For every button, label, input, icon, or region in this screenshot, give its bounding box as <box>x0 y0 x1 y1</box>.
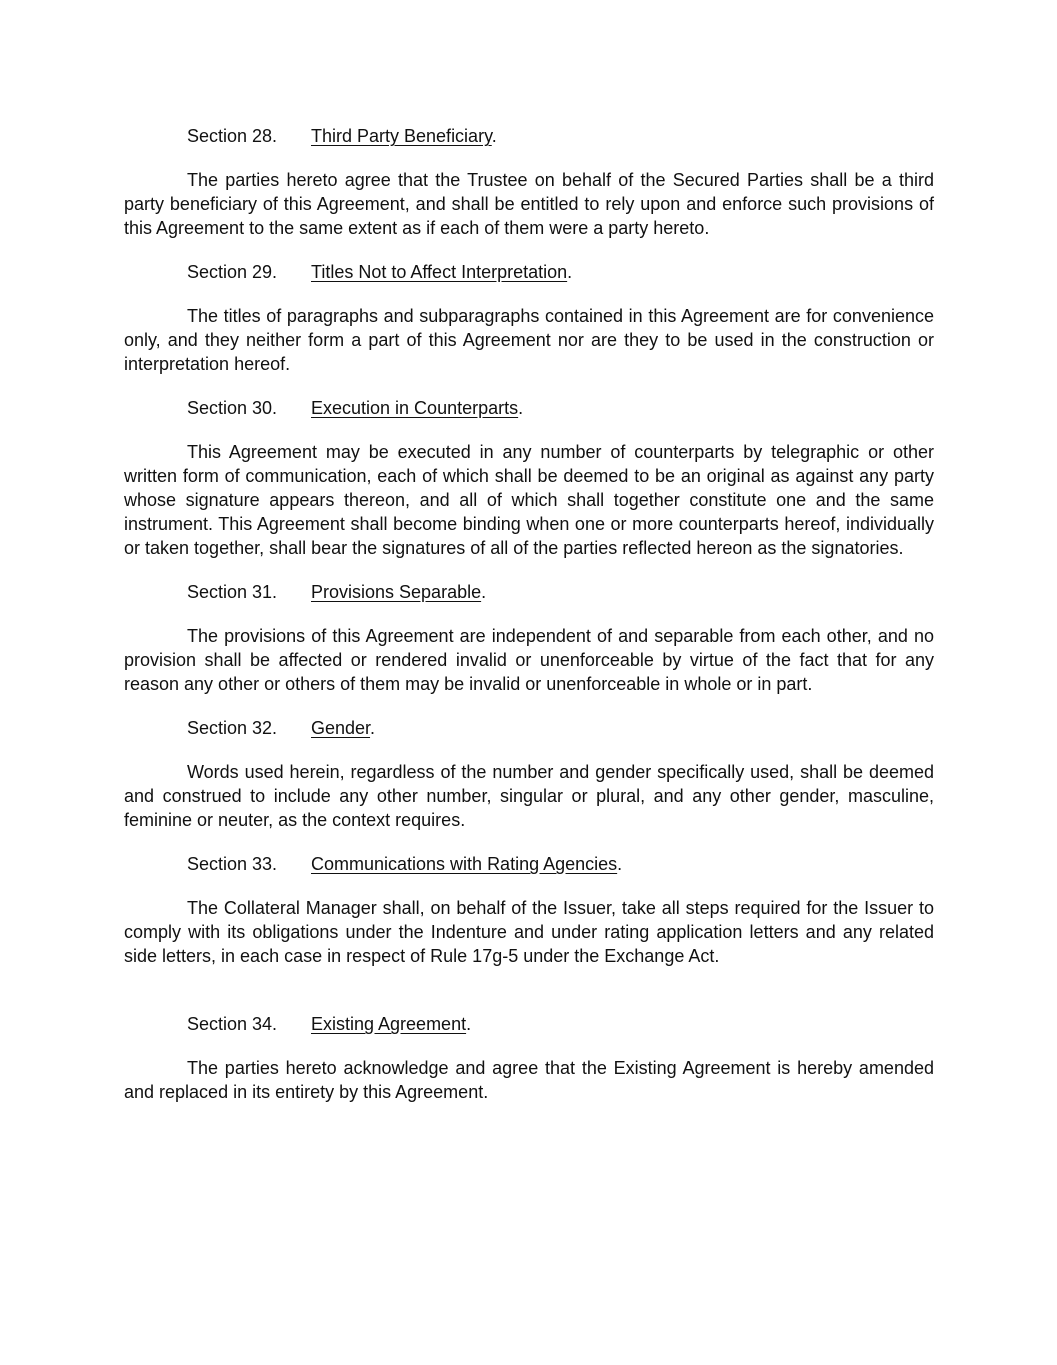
section-number: Section 29. <box>187 262 278 282</box>
section-34-body: The parties hereto acknowledge and agree that the Existing Agreement is hereby amended and replaced in its entirety by this Agreement. <box>124 1058 934 1102</box>
section-number: Section 32. <box>187 718 278 738</box>
section-number: Section 33. <box>187 854 278 874</box>
section-number: Section 28. <box>187 126 278 146</box>
section-title: Execution in Counterparts <box>311 398 519 418</box>
section-28-body: The parties hereto agree that the Trustee on behalf of the Secured Parties shall be a third party beneficiary of this Agreement, and shall be entitled to rely upon and enforce such provisions of this Agreement to the same extent as if each of them were a party hereto. <box>124 170 934 238</box>
section-number: Section 31. <box>187 582 278 602</box>
section-title: Provisions Separable <box>311 582 482 602</box>
section-title: Titles Not to Affect Interpretation <box>311 262 568 282</box>
section-30-heading: Section 30. Execution in Counterparts. <box>187 398 524 418</box>
document-page <box>124 124 934 1124</box>
section-title: Gender <box>311 718 371 738</box>
section-title: Third Party Beneficiary <box>311 126 492 146</box>
section-32-body: Words used herein, regardless of the number and gender specifically used, shall be deemed and construed to include any other number, singular or plural, and any other gender, masculine, feminine or neuter, as the context requires. <box>124 762 934 830</box>
section-29-body: The titles of paragraphs and subparagraphs contained in this Agreement are for convenience only, and they neither form a part of this Agreement nor are they to be used in the construction or interpretation hereof. <box>124 306 934 374</box>
section-33-body: The Collateral Manager shall, on behalf of the Issuer, take all steps required for the Issuer to comply with its obligations under the Indenture and under rating application letters and any related side letters, in each case in respect of Rule 17g-5 under the Exchange Act. <box>124 898 934 966</box>
section-30-body: This Agreement may be executed in any number of counterparts by telegraphic or other written form of communication, each of which shall be deemed to be an original as against any party whose signature appears thereon, and all of which shall together constitute one and the same instrument. This Agreement shall become binding when one or more counterparts hereof, individually or taken together, shall bear the signatures of all of the parties reflected hereon as the signatories. <box>124 442 934 558</box>
section-number: Section 34. <box>187 1014 278 1034</box>
section-title: Existing Agreement <box>311 1014 467 1034</box>
section-29-heading: Section 29. Titles Not to Affect Interpretation. <box>187 262 573 282</box>
section-32-heading: Section 32. Gender. <box>187 718 376 738</box>
section-31-body: The provisions of this Agreement are independent of and separable from each other, and no provision shall be affected or rendered invalid or unenforceable by virtue of the fact that for any reason any other or others of them may be invalid or unenforceable in whole or in part. <box>124 626 934 694</box>
section-28-heading: Section 28. Third Party Beneficiary. <box>187 126 497 146</box>
section-title: Communications with Rating Agencies <box>311 854 618 874</box>
section-33-heading: Section 33. Communications with Rating Agencies. <box>187 854 623 874</box>
section-number: Section 30. <box>187 398 278 418</box>
section-34-heading: Section 34. Existing Agreement. <box>187 1014 472 1034</box>
section-31-heading: Section 31. Provisions Separable. <box>187 582 487 602</box>
